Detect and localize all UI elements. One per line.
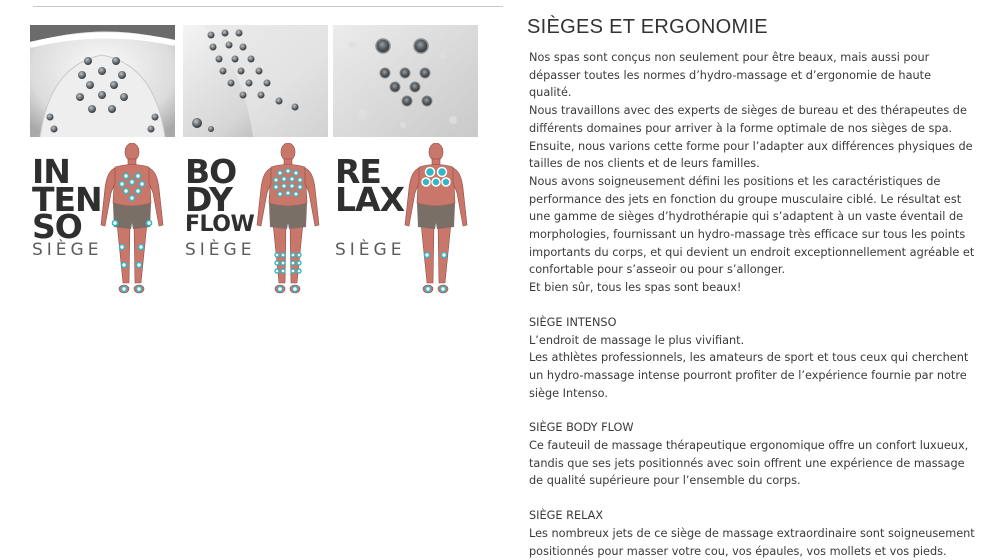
intenso-body-jet-map (97, 143, 167, 302)
relax-name-line: RE (335, 152, 381, 191)
section-heading-relax: SIÈGE RELAX (529, 509, 604, 523)
seat-intenso (30, 25, 175, 305)
bodyflow-body-jet-map (253, 143, 323, 302)
relax-name (335, 152, 405, 219)
bodyflow-name-line: DY (185, 179, 232, 219)
seating-description (527, 16, 977, 560)
top-divider (33, 6, 503, 7)
intenso-name-line: SO (32, 207, 82, 247)
section-heading-intenso: SIÈGE INTENSO (529, 315, 617, 329)
section-text-bodyflow: Ce fauteuil de massage thérapeutique ergonomique offre un confort luxueux, tandis que ses jets positionnés avec soin offrent une expérience de massage de qualité supérieure pour l’ensemble du corps. (529, 439, 969, 488)
bodyflow-name (185, 152, 255, 238)
relax-body-jet-map (401, 143, 471, 302)
intro-paragraph: Nos spas sont conçus non seulement pour être beaux, mais aussi pour dépasser toutes les normes d’hydro-massage et d’ergonomie de haute qualité. Nous travaillons avec des experts de sièges de bureau et des thérapeutes de différents domaines pour arriver à la forme optimale de nos sièges de spa. Ensuite, nous varions cette forme pour l’adapter aux différences physiques de tailles de nos clients et de leurs familles. Nous avons soigneusement défini les positions et les caractéristiques de performance des jets en fonction du groupe musculaire ciblé. Le résultat est une gamme de sièges d’hydrothérapie qui s’adaptent à un vaste éventail de morphologies, fournissant un hydro-massage très efficace sur tous les points importants du corps, et qui devient un endroit exceptionnellement agréable et confortable pour s’asseoir ou pour s’allonger. Et bien sûr, tous les spas sont beaux! (529, 51, 975, 295)
seat-bodyflow (183, 25, 328, 305)
section-text-intenso: L’endroit de massage le plus vivifiant. Les athlètes professionnels, les amateurs de sport et tous ceux qui cherchent un hydro-massage intense pourront profiter de l’expérience fournie par notre siège Intenso. (529, 333, 969, 400)
relax-name-line: LAX (335, 179, 405, 219)
relax-seat-photo (333, 25, 478, 137)
bodyflow-seat-photo (183, 25, 328, 137)
intenso-name-line: IN (32, 152, 70, 191)
relax-seat-label: SIÈGE (335, 240, 406, 260)
intenso-name-line: TEN (32, 179, 102, 219)
bodyflow-name-line: FLOW (185, 212, 255, 238)
intenso-name (32, 152, 102, 247)
section-heading-bodyflow: SIÈGE BODY FLOW (529, 421, 634, 435)
page-title: SIÈGES ET ERGONOMIE (527, 16, 768, 38)
seat-types-graphic (28, 25, 498, 305)
intenso-seat-label: SIÈGE (32, 240, 103, 260)
section-text-relax: Les nombreux jets de ce siège de massage extraordinaire sont soigneusement positionnés pour masser votre cou, vos épaules, vos mollets et vos pieds. (529, 526, 975, 558)
seat-relax (333, 25, 478, 305)
intenso-seat-photo (30, 25, 175, 137)
bodyflow-seat-label: SIÈGE (185, 240, 256, 260)
bodyflow-name-line: BO (185, 152, 237, 191)
